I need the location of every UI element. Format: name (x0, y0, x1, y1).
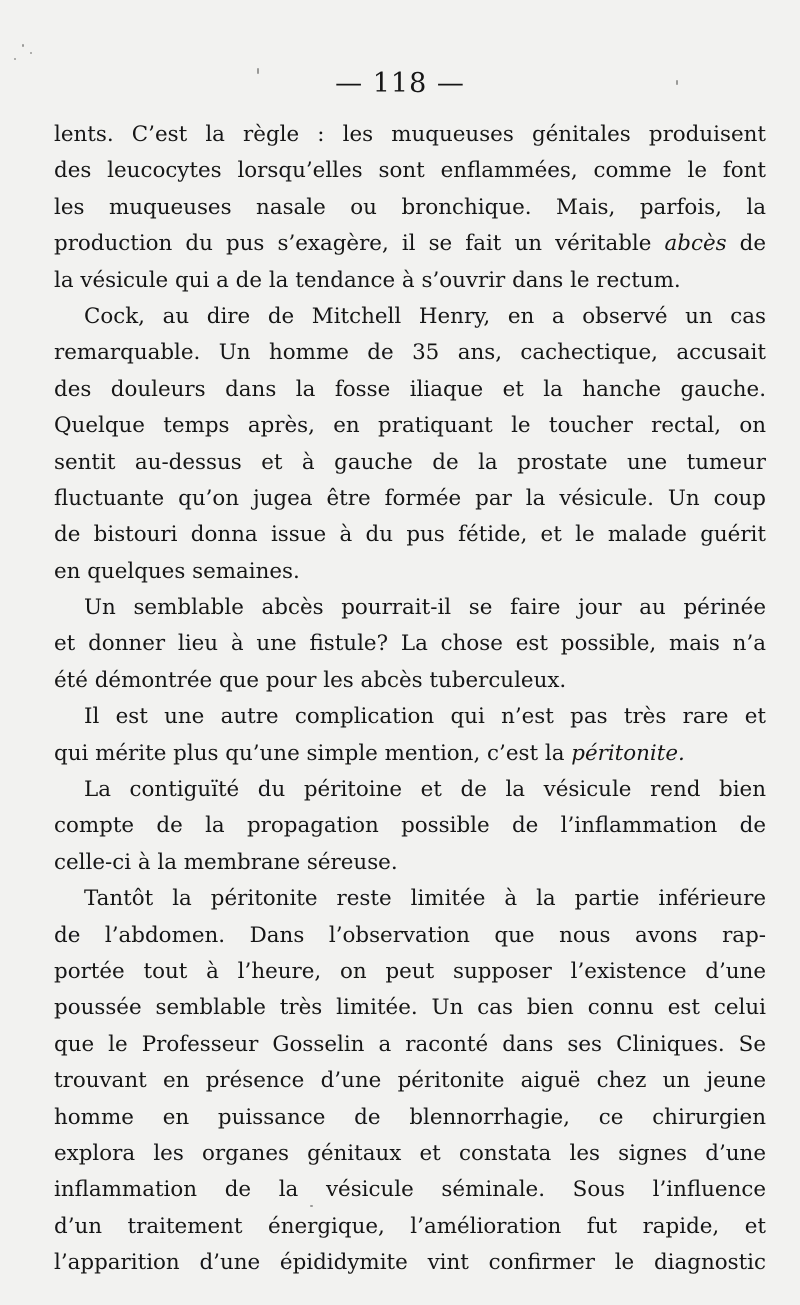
text-line: en quelques semaines. (54, 558, 300, 584)
text-line: la vésicule qui a de la tendance à s’ouvrir dans le rectum. (54, 267, 681, 293)
body-text (54, 117, 766, 1282)
text-line: portée tout à l’heure, on peut supposer l’existence d’une (54, 958, 766, 984)
text-line: compte de la propagation possible de l’inflammation de (54, 813, 766, 839)
text-line: été démontrée que pour les abcès tuberculeux. (54, 667, 567, 693)
text-line: des douleurs dans la fosse iliaque et la hanche gauche. (54, 376, 766, 402)
text-line: Il est une autre complication qui n’est pas très rare et (84, 704, 766, 730)
text-line: de l’abdomen. Dans l’observation que nous avons rap- (54, 922, 766, 948)
text-line: Un semblable abcès pourrait-il se faire jour au périnée (84, 595, 766, 621)
text-line: celle-ci à la membrane séreuse. (54, 849, 398, 875)
text-line: Cock, au dire de Mitchell Henry, en a observé un cas (84, 303, 766, 329)
text-line: d’un traitement énergique, l’amélioration fut rapide, et (54, 1213, 766, 1239)
text-line: fluctuante qu’on jugea être formée par la vésicule. Un coup (54, 485, 766, 511)
text-line: les muqueuses nasale ou bronchique. Mais, parfois, la (54, 194, 766, 220)
text-line: l’apparition d’une épididymite vint confirmer le diagnostic (54, 1250, 766, 1276)
text-line: Quelque temps après, en pratiquant le toucher rectal, on (54, 413, 766, 439)
text-line: Tantôt la péritonite reste limitée à la partie inférieure (84, 886, 766, 912)
text-line: que le Professeur Gosselin a raconté dans ses Cliniques. Se (54, 1031, 766, 1057)
text-line: et donner lieu à une fistule? La chose est possible, mais n’a (54, 631, 766, 657)
text-line: des leucocytes lorsqu’elles sont enflammées, comme le font (54, 158, 766, 184)
text-line: lents. C’est la règle : les muqueuses génitales produisent (54, 122, 766, 147)
text-line: poussée semblable très limitée. Un cas bien connu est celui (54, 995, 766, 1021)
text-line: remarquable. Un homme de 35 ans, cachectique, accusait (54, 340, 766, 366)
text-line: de bistouri donna issue à du pus fétide, et le malade guérit (54, 522, 766, 548)
text-line: explora les organes génitaux et constata les signes d’une (54, 1140, 766, 1166)
text-line: sentit au-dessus et à gauche de la prostate une tumeur (54, 449, 766, 475)
text-line: La contiguïté du péritoine et de la vésicule rend bien (84, 777, 766, 803)
text-line: qui mérite plus qu’une simple mention, c’est la péritonite. (54, 740, 685, 766)
page-number: — 118 — (335, 68, 465, 99)
text-line: trouvant en présence d’une péritonite aiguë chez un jeune (54, 1068, 766, 1094)
text-line: production du pus s’exagère, il se fait un véritable abcès de (54, 231, 766, 257)
text-line: homme en puissance de blennorrhagie, ce chirurgien (54, 1104, 766, 1130)
text-line: inflammation de la vésicule séminale. Sous l’influence (54, 1177, 766, 1203)
